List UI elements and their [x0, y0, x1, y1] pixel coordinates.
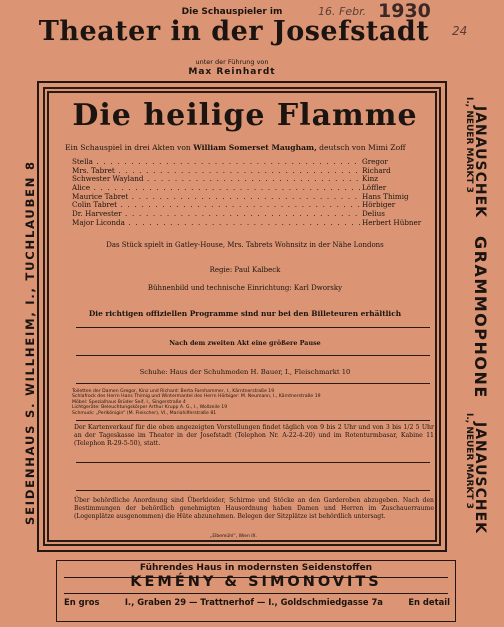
theater-title: Theater in der Josefstadt	[38, 16, 430, 47]
cast-role: Alice . . .	[72, 184, 362, 193]
divider	[76, 462, 430, 463]
cast-row	[72, 167, 438, 176]
cast-role: Schwester Wayland . . .	[72, 175, 362, 184]
shoes-credit: Schuhe: Haus der Schuhmoden H. Bauer, I., Fleischmarkt 10	[139, 368, 351, 376]
divider	[76, 327, 430, 328]
right-ad-top-address: I., NEUER MARKT 3	[464, 97, 474, 193]
cast-actor: Gregor	[362, 157, 388, 166]
author-name: William Somerset Maugham,	[193, 143, 317, 152]
ad-address: I., Graben 29 — Trattnerhof — I., Goldschmiedgasse 7a	[124, 597, 383, 607]
cast-role: Mrs. Tabret . . .	[72, 167, 362, 176]
left-side-ad: SEIDENHAUS S. WILLHEIM, I., TUCHLAUBEN 8	[23, 160, 37, 525]
right-ad-top-name: JANAUSCHEK	[472, 106, 488, 219]
cast-actor: Löffler	[362, 183, 387, 193]
programs-notice: Die richtigen offiziellen Programme sind nur bei den Billeteuren erhältlich	[88, 309, 402, 318]
play-subtitle	[65, 143, 445, 152]
cast-actor: Delius	[362, 209, 385, 219]
credit-line: Lichtgeräte: Beleuchtungskörper Arthur Krupp A. G., I., Wollzeile 19	[72, 405, 228, 411]
ad-en-gros: En gros	[64, 597, 100, 607]
stage-design-line: Bühnenbild und technische Einrichtung: Karl Dworsky	[147, 284, 343, 292]
cast-actor: Hörbiger	[362, 200, 396, 210]
cast-actor: Richard	[362, 165, 391, 175]
handwritten-date: 16. Febr.	[318, 5, 367, 18]
ad-footer	[64, 597, 450, 607]
cast-row	[72, 219, 438, 228]
cast-role: Colin Tabret . . .	[72, 201, 362, 210]
credit-line: Möbel: Spezialhaus Brüder Seif, I., Singerstraße 4	[72, 399, 186, 405]
intermission-notice: Nach dem zweiten Akt eine größere Pause	[169, 339, 321, 347]
cast-role: Major Liconda . . .	[72, 219, 362, 228]
setting-line: Das Stück spielt in Gatley-House, Mrs. Tabrets Wohnsitz in der Nähe Londons	[106, 241, 384, 249]
handwritten-mark: 24	[452, 24, 468, 38]
divider	[76, 490, 430, 491]
regie-line: Regie: Paul Kalbeck	[209, 266, 281, 274]
cast-role: Stella . . .	[72, 158, 362, 167]
ad-rule-bottom	[64, 593, 448, 594]
ad-company-name: KEMÉNY & SIMONOVITS	[130, 574, 382, 590]
divider	[76, 355, 430, 356]
house-rules: Über behördliche Anordnung sind Überkleider, Schirme und Stöcke an den Garderoben abzugeben. Nach den Bestimmungen der behördlich genehmigten Hausordnung haben Damen und Herren im Zuschauerraume (Logenplätze ausgenommen) die Hüte abzunehmen. Belegen der Sitzplätze ist behördlich untersagt.	[74, 497, 434, 520]
cast-actor: Hans Thimig	[362, 191, 409, 201]
cast-role: Dr. Harvester . . .	[72, 210, 362, 219]
subtitle-post: deutsch von Mimi Zoff	[319, 143, 406, 152]
divider	[76, 420, 430, 421]
divider	[76, 383, 430, 384]
ad-en-detail: En detail	[408, 597, 450, 607]
cast-actor: Kinz	[362, 174, 379, 184]
credit-line: Schlafrock des Herrn Hans Thimig und Wintermantel des Herrn Hörbiger: M. Neumann, I., Kärntnerstraße 19	[72, 394, 321, 400]
printer-credit: „Elbemühl“, Wien IX.	[210, 534, 258, 539]
direction-line: unter der Führung von	[195, 58, 269, 66]
credit-line: Schmuck: „Perlkönigin“ (M. Fleischer), VI., Mariahilferstraße 81	[72, 410, 217, 416]
right-ad-grammophone: GRAMMOPHONE	[471, 236, 490, 399]
right-ad-bottom-address: I., NEUER MARKT 3	[464, 413, 474, 509]
cast-list	[72, 158, 438, 228]
handwritten-year: 1930	[378, 0, 431, 22]
box-office-info: Der Kartenverkauf für die oben angezeigten Vorstellungen findet täglich von 9 bis 2 Uhr und von 3 bis 1/2 5 Uhr an der Tageskasse im Theater in der Josefstadt (Telephon Nr. A-22-4-20) und im Rotenturmbasar, Kabine 11 (Telephon R-29-5-50), statt.	[74, 424, 434, 448]
play-title: Die heilige Flamme	[72, 98, 418, 133]
credit-line: Toiletten der Damen Gregor, Kinz und Richard: Berta Farnhammer, I., Kärntnerstraße 19	[72, 389, 275, 394]
director-name: Max Reinhardt	[188, 67, 276, 77]
costume-credits	[72, 389, 432, 416]
right-ad-bottom-name: JANAUSCHEK	[472, 422, 488, 535]
cast-role: Maurice Tabret . . .	[72, 193, 362, 202]
presenter-line: Die Schauspieler im	[181, 7, 283, 17]
cast-actor: Herbert Hübner	[362, 217, 422, 227]
ad-headline: Führendes Haus in modernsten Seidenstoffen	[139, 563, 373, 573]
subtitle-pre: Ein Schauspiel in drei Akten von	[65, 143, 191, 152]
